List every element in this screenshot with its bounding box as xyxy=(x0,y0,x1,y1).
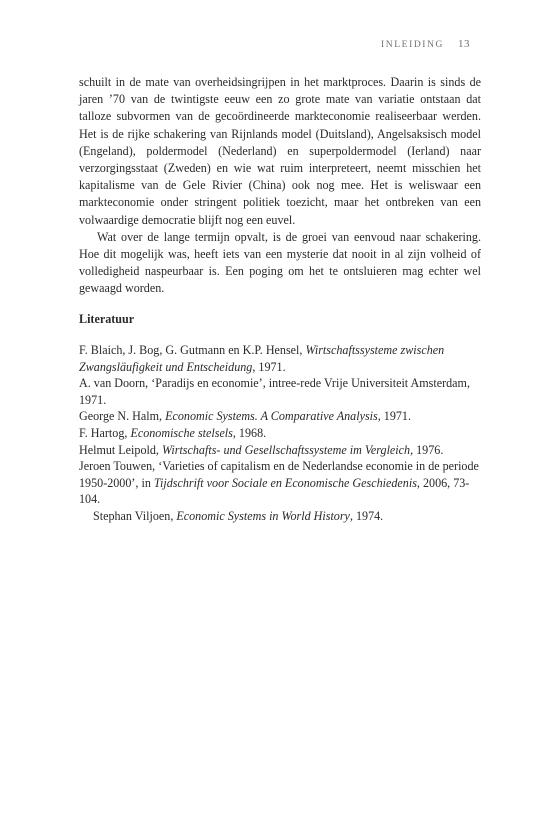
page-number: 13 xyxy=(458,38,470,50)
reference-item xyxy=(79,342,481,375)
reference-title: Tijdschrift voor Sociale en Economische Geschiedenis xyxy=(153,475,417,490)
reference-text: Stephan Viljoen, xyxy=(93,508,177,523)
reference-title: Economic Systems in World History xyxy=(176,508,350,523)
running-title: INLEIDING xyxy=(381,40,444,50)
reference-title: Economic Systems. A Comparative Analysis xyxy=(165,409,378,424)
paragraph-continued: schuilt in de mate van overheidsingrijpen in het marktproces. Daarin is sinds de jaren ’70 van de twintigste eeuw een zo grote mate van variatie ontstaan dat talloze subvormen van de gecoördineerde markteconomie realiseerbaar werden. Het is de rijke schakering van Rijnlands model (Duitsland), Angelsaksisch model (Engeland), poldermodel (Nederland) en superpoldermodel (Ierland) naar verzorgingsstaat (Zweden) en wie wat ruim interpreteert, neemt misschien het kapitalisme van de Gele Rivier (China) ook nog mee. Het is weliswaar een markteconomie onder stringent politiek toezicht, maar het ontbreken van een volwaardige democratie blijft nog een euvel. xyxy=(79,75,481,227)
reference-title: Wirtschafts- und Gesellschaftssysteme im Vergleich xyxy=(161,442,411,457)
reference-item xyxy=(79,458,481,508)
reference-text: George N. Halm, xyxy=(79,409,166,424)
reference-item xyxy=(79,508,481,525)
reference-text: F. Blaich, J. Bog, G. Gutmann en K.P. Hensel, xyxy=(79,343,306,357)
literature-heading: Literatuur xyxy=(79,312,135,326)
reference-text: F. Hartog, xyxy=(79,425,131,440)
reference-item xyxy=(79,375,481,408)
reference-text: Helmut Leipold, xyxy=(79,442,162,457)
reference-text: , 1974. xyxy=(349,508,384,523)
paragraph: Wat over de lange termijn opvalt, is de groei van eenvoud naar schakering. Hoe dit mogelijk was, heeft iets van een mysterie dat nooit in al zijn volheid of volledigheid naspeurbaar is. Een poging om het te ontsluieren mag echter wel gewaagd worden. xyxy=(79,229,481,296)
body-text xyxy=(79,74,481,298)
reference-title: Economische stelsels xyxy=(130,425,233,440)
reference-list xyxy=(79,342,481,525)
reference-item xyxy=(79,425,481,442)
reference-item xyxy=(79,408,481,425)
reference-text: A. van Doorn, ‘Paradijs en economie’, intree-rede Vrije Universiteit Amsterdam, 1971. xyxy=(79,376,470,407)
running-header xyxy=(381,38,470,50)
reference-text: , 1968. xyxy=(232,425,267,440)
reference-title: Wirtschaftssysteme zwischen Zwangsläufigkeit und Entscheidung xyxy=(79,343,445,374)
reference-text: , 1971. xyxy=(377,409,411,424)
reference-text: , 1976. xyxy=(410,442,444,457)
reference-item xyxy=(79,442,481,459)
reference-text: Jeroen Touwen, ‘Varieties of capitalism en de Nederlandse economie in de periode 1950-2000’, in xyxy=(79,459,479,490)
reference-text: , 2006, 73-104. xyxy=(79,475,470,507)
reference-text: , 1971. xyxy=(252,359,286,374)
